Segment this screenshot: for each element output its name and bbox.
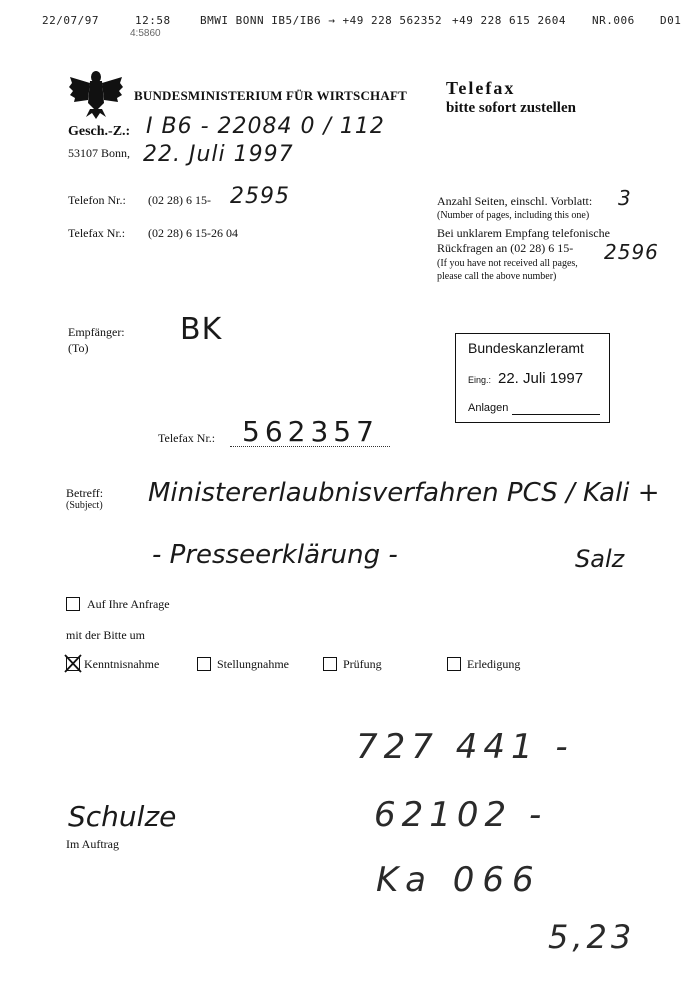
pages-note-en: (Number of pages, including this one) xyxy=(437,210,590,221)
fax-label: Telefax Nr.: xyxy=(68,226,126,240)
fax-number-value: (02 28) 6 15-26 04 xyxy=(148,226,238,240)
telefax-nr-line xyxy=(230,446,390,447)
reference-number: I B6 - 22084 0 / 112 xyxy=(146,114,385,139)
handnote-line3: Ka 066 xyxy=(376,860,542,900)
letter-date: 22. Juli 1997 xyxy=(143,142,294,167)
place-label: 53107 Bonn, xyxy=(68,146,131,160)
fax-page-no: NR.006 xyxy=(592,14,635,27)
subject-label-en: (Subject) xyxy=(66,500,103,511)
erledigung-label: Erledigung xyxy=(467,657,521,671)
fax-stamp-number: 4:5860 xyxy=(130,28,161,39)
stamp-anlagen-line xyxy=(512,414,600,415)
recipient-value: BK xyxy=(180,312,223,347)
stellungnahme-label: Stellungnahme xyxy=(217,657,289,671)
telefax-nr-value: 562357 xyxy=(242,415,379,448)
kenntnisnahme-label: Kenntnisnahme xyxy=(84,657,160,671)
pages-label: Anzahl Seiten, einschl. Vorblatt: xyxy=(437,194,593,208)
im-auftrag-label: Im Auftrag xyxy=(66,837,119,851)
phone-label: Telefon Nr.: xyxy=(68,193,126,207)
phone-prefix: (02 28) 6 15- xyxy=(148,193,211,207)
fax-number: +49 228 615 2604 xyxy=(452,14,566,27)
received-stamp xyxy=(455,333,610,423)
federal-eagle-icon xyxy=(68,67,124,121)
stamp-anlagen-label: Anlagen xyxy=(468,402,509,414)
pruefung-label: Prüfung xyxy=(343,657,382,671)
pruefung-checkbox[interactable] xyxy=(323,657,337,671)
phone-extension: 2595 xyxy=(230,184,290,209)
pages-count: 3 xyxy=(618,186,632,210)
unclear-line2: Rückfragen an (02 28) 6 15- xyxy=(437,241,574,255)
fax-date: 22/07/97 xyxy=(42,14,99,27)
stamp-date: 22. Juli 1997 xyxy=(498,370,584,387)
handnote-line4: 5,23 xyxy=(548,918,636,956)
handnote-line2: 62102 - xyxy=(374,795,548,835)
subject-label: Betreff: xyxy=(66,486,104,500)
subject-line1: Ministererlaubnisverfahren PCS / Kali + xyxy=(148,478,660,508)
recipient-label-en: (To) xyxy=(68,341,89,355)
stamp-title: Bundeskanzleramt xyxy=(468,340,584,356)
fax-page: D01 xyxy=(660,14,682,27)
signature: Schulze xyxy=(68,800,177,833)
recipient-label: Empfänger: xyxy=(68,325,125,339)
unclear-extension: 2596 xyxy=(604,240,659,264)
subject-line2-right: Salz xyxy=(575,545,625,573)
reference-label: Gesch.-Z.: xyxy=(68,124,131,139)
subject-line2: - Presseerklärung - xyxy=(152,540,398,570)
telefax-nr-label: Telefax Nr.: xyxy=(158,431,216,445)
bitte-um-label: mit der Bitte um xyxy=(66,628,145,642)
fax-sender: BMWI BONN IB5/IB6 → +49 228 562352 xyxy=(200,14,443,27)
telefax-title: Telefax xyxy=(446,78,516,98)
telefax-subtitle: bitte sofort zustellen xyxy=(446,100,576,116)
ministry-name: BUNDESMINISTERIUM FÜR WIRTSCHAFT xyxy=(134,88,407,103)
unclear-note-en2: please call the above number) xyxy=(437,271,557,282)
fax-time: 12:58 xyxy=(135,14,171,27)
check-mark-icon xyxy=(65,655,79,669)
stamp-eing-label: Eing.: xyxy=(468,375,492,385)
stellungnahme-checkbox[interactable] xyxy=(197,657,211,671)
anfrage-label: Auf Ihre Anfrage xyxy=(87,597,170,611)
handnote-line1: 727 441 - xyxy=(356,727,574,767)
unclear-line1: Bei unklarem Empfang telefonische xyxy=(437,226,610,240)
unclear-note-en1: (If you have not received all pages, xyxy=(437,258,578,269)
erledigung-checkbox[interactable] xyxy=(447,657,461,671)
anfrage-checkbox[interactable] xyxy=(66,597,80,611)
kenntnisnahme-checkbox[interactable] xyxy=(66,657,80,671)
